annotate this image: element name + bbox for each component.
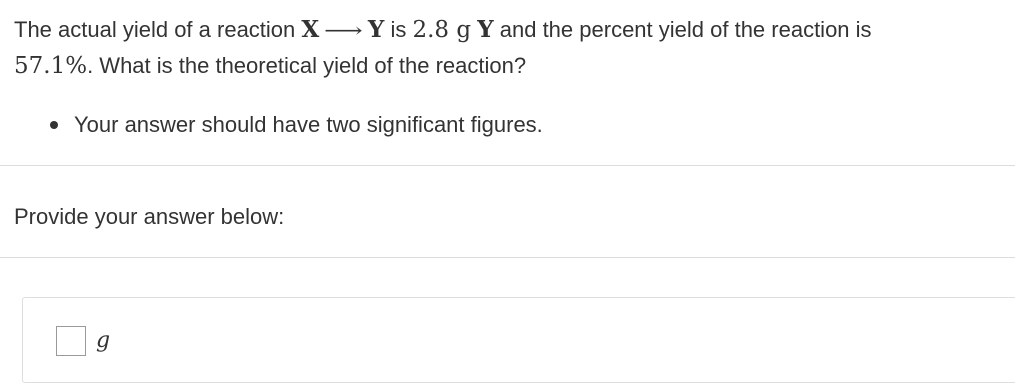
product-symbol: Y xyxy=(367,16,385,43)
answer-section-label: Provide your answer below: xyxy=(14,204,285,229)
reactant-symbol: X xyxy=(301,16,320,43)
question-continuation: and the percent yield of the reaction is xyxy=(493,17,872,42)
actual-yield-species: Y xyxy=(477,16,494,43)
instruction-list-item xyxy=(50,108,543,142)
unit-label: g xyxy=(96,328,111,353)
answer-input[interactable] xyxy=(56,326,86,356)
instruction-text: Your answer should have two significant figures. xyxy=(74,112,543,137)
question-intro: The actual yield of a reaction xyxy=(14,17,302,42)
actual-yield-value: 2.8 g xyxy=(412,17,472,43)
divider xyxy=(0,165,1015,166)
bullet-icon xyxy=(50,121,58,129)
answer-panel xyxy=(22,297,1015,383)
divider xyxy=(0,257,1015,258)
percent-yield-value: 57.1% xyxy=(14,53,88,79)
question-is: is xyxy=(384,17,413,42)
reaction-arrow-icon: ⟶ xyxy=(324,18,363,42)
question-text xyxy=(14,12,1009,84)
question-prompt: . What is the theoretical yield of the reaction? xyxy=(87,53,527,78)
